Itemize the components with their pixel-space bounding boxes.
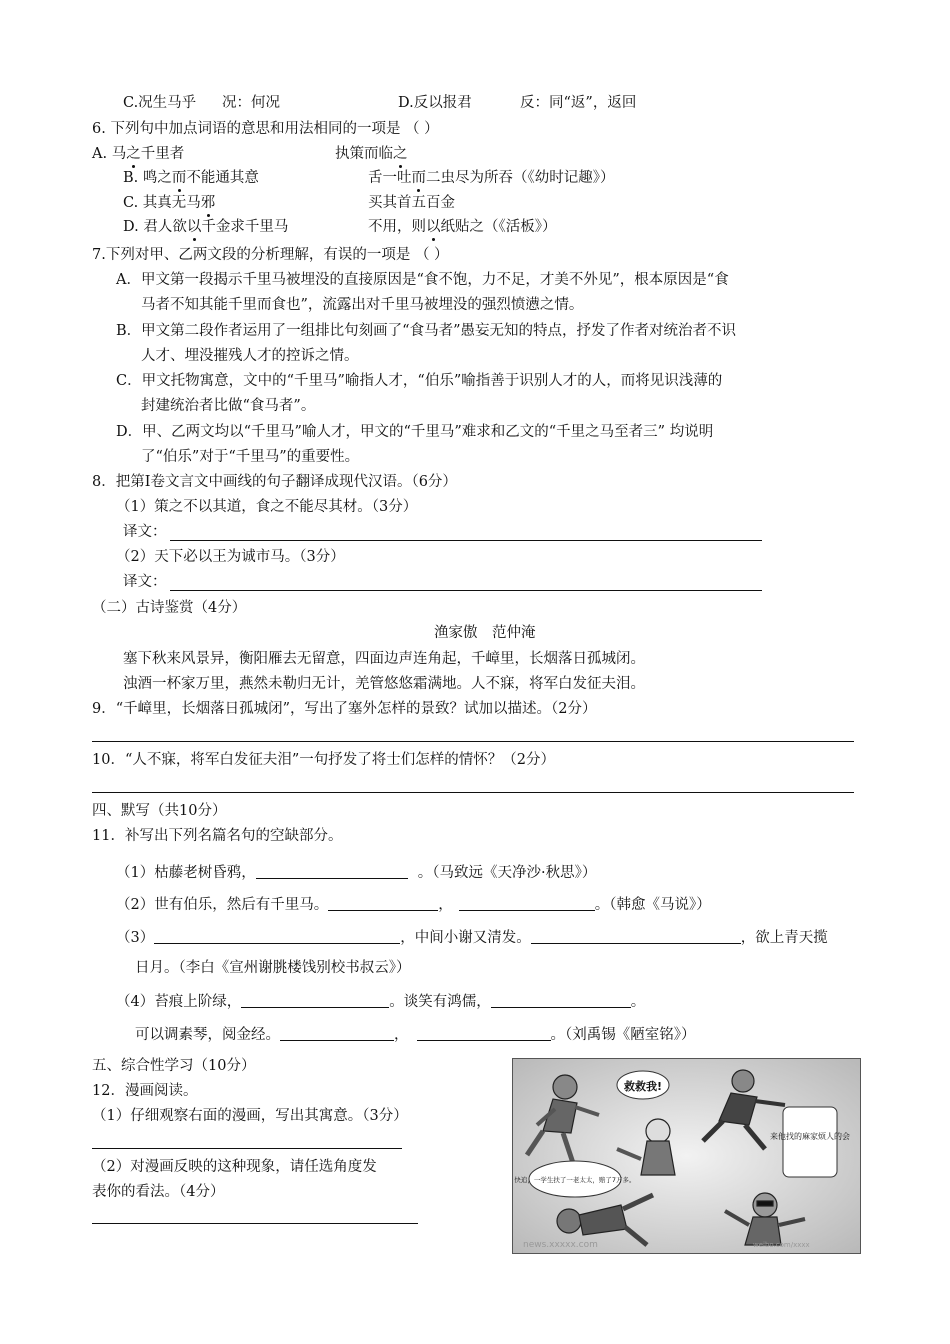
q10-stem: 10．“人不寐，将军白发征夫泪”一句抒发了将士们怎样的情怀？（2分） — [92, 752, 555, 768]
q5-option-c: C.况生马乎 — [123, 95, 197, 111]
q11-item-4-cont: 可以调素琴，阅金经。 ， 。（刘禹锡《陋室铭》） — [135, 1027, 696, 1043]
section-4-title: 四、默写（共10分） — [92, 803, 227, 819]
q8-translation-1-answer-line[interactable] — [170, 540, 762, 541]
q6-option-a-right: 执策而临之 — [335, 146, 408, 162]
q6-option-b-left: B. 鸣之而不能通其意 — [123, 170, 259, 186]
poem-title: 渔家傲 范仲淹 — [434, 625, 536, 641]
q8-sentence-1: （1）策之不以其道，食之不能尽其材。（3分） — [116, 499, 418, 515]
q7-option-c-line1: C．甲文托物寓意，文中的“千里马”喻指人才，“伯乐”喻指善于识别人才的人，而将见识浅薄的 — [116, 373, 723, 389]
q6-option-d-left: D. 君人欲以千金求千里马 — [123, 219, 289, 235]
q8-translation-2-answer-line[interactable] — [170, 590, 762, 591]
q9-stem: 9．“千嶂里，长烟落日孤城闭”，写出了塞外怎样的景致？试加以描述。（2分） — [92, 701, 597, 717]
watermark-right: weibo.com/xxxx — [753, 1241, 810, 1249]
q11-item-1: （1）枯藤老树昏鸦， 。（马致远《天净沙·秋思》） — [116, 865, 597, 881]
comic-illustration — [512, 1058, 861, 1254]
q6-option-c-left: C. 其真无马邪 — [123, 195, 216, 211]
q7-option-d-line2: 了“伯乐”对于“千里马”的重要性。 — [141, 449, 360, 465]
poem-line-2: 浊酒一杯家万里，燕然未勒归无计，羌管悠悠霜满地。人不寐，将军白发征夫泪。 — [123, 676, 645, 692]
poem-section-title: （二）古诗鉴赏（4分） — [92, 600, 247, 616]
q8-translation-1-label: 译文： — [123, 524, 167, 540]
svg-text:快追，一学生扶了一老太太，赔了7万多。: 快追，一学生扶了一老太太，赔了7万多。 — [514, 1176, 636, 1184]
svg-text:救救我!: 救救我! — [623, 1080, 663, 1093]
q9-answer-line[interactable] — [92, 741, 854, 742]
q11-item-3: （3） ，中间小谢又清发。 ，欲上青天揽 — [116, 930, 828, 946]
q11-blank-4a[interactable] — [241, 993, 389, 1008]
q12-part-2-line2: 表你的看法。（4分） — [92, 1184, 225, 1200]
q12-part-2-answer-line[interactable] — [92, 1223, 418, 1224]
q6-option-c-right: 买其首五百金 — [368, 195, 455, 211]
q11-stem: 11．补写出下列名篇名句的空缺部分。 — [92, 828, 343, 844]
section-5-title: 五、综合性学习（10分） — [92, 1058, 256, 1074]
q7-option-c-line2: 封建统治者比做“食马者”。 — [141, 398, 316, 414]
q7-option-d-line1: D．甲、乙两文均以“千里马”喻人才，甲文的“千里马”难求和乙文的“千里之马至者三” 均说明 — [116, 424, 714, 440]
q5-option-d: D.反以报君 — [398, 95, 472, 111]
q11-blank-3a[interactable] — [154, 929, 400, 944]
speech-bubble-help — [617, 1071, 669, 1099]
q11-blank-2b[interactable] — [459, 896, 595, 911]
q11-item-4: （4）苔痕上阶绿， 。谈笑有鸿儒， 。 — [116, 994, 646, 1010]
q8-sentence-2: （2）天下必以王为诚市马。（3分） — [116, 549, 345, 565]
q11-blank-1[interactable] — [256, 864, 408, 879]
q12-part-1: （1）仔细观察右面的漫画，写出其寓意。（3分） — [92, 1108, 408, 1124]
q11-item-2: （2）世有伯乐，然后有千里马。 ， 。（韩愈《马说》） — [116, 897, 711, 913]
q11-blank-4d[interactable] — [417, 1026, 551, 1041]
q6-option-a-left: A. 马之千里者 — [92, 146, 185, 162]
q7-option-a-line1: A．甲文第一段揭示千里马被埋没的直接原因是“食不饱，力不足，才美不外见”，根本原因是“食 — [116, 272, 729, 288]
watermark-left: news.xxxxx.com — [523, 1240, 598, 1250]
q7-stem: 7.下列对甲、乙两文段的分析理解，有误的一项是 （ ） — [92, 247, 449, 263]
q11-item-3-cont: 日月。（李白《宣州谢朓楼饯别校书叔云》） — [135, 960, 411, 976]
q7-option-a-line2: 马者不知其能千里而食也”，流露出对千里马被埋没的强烈愤懑之情。 — [141, 297, 584, 313]
q11-blank-3b[interactable] — [531, 929, 741, 944]
q12-part-2-line1: （2）对漫画反映的这种现象，请任选角度发 — [92, 1159, 377, 1175]
q8-translation-2-label: 译文： — [123, 574, 167, 590]
q5-option-c-gloss: 况：何况 — [222, 95, 280, 111]
q12-part-1-answer-line[interactable] — [92, 1148, 402, 1149]
q11-blank-4c[interactable] — [280, 1026, 394, 1041]
q7-option-b-line1: B．甲文第二段作者运用了一组排比句刻画了“食马者”愚妄无知的特点，抒发了作者对统治者不识 — [116, 323, 736, 339]
q11-blank-2a[interactable] — [328, 896, 438, 911]
q10-answer-line[interactable] — [92, 792, 854, 793]
q11-blank-4b[interactable] — [491, 993, 631, 1008]
q6-option-d-right: 不用，则以纸贴之（《活板》） — [368, 219, 557, 235]
q12-stem: 12．漫画阅读。 — [92, 1083, 198, 1099]
q6-stem: 6. 下列句中加点词语的意思和用法相同的一项是 （ ） — [92, 121, 439, 137]
q5-option-d-gloss: 反：同“返”，返回 — [520, 95, 637, 111]
poem-line-1: 塞下秋来风景异，衡阳雁去无留意，四面边声连角起，千嶂里，长烟落日孤城闭。 — [123, 651, 645, 667]
q8-stem: 8．把第Ⅰ卷文言文中画线的句子翻译成现代汉语。（6分） — [92, 474, 457, 490]
q6-option-b-right: 舌一吐而二虫尽为所吞（《幼时记趣》） — [368, 170, 615, 186]
svg-text:来他找的麻家烦人的会: 来他找的麻家烦人的会 — [770, 1132, 850, 1141]
q7-option-b-line2: 人才、埋没摧残人才的控诉之情。 — [141, 348, 359, 364]
